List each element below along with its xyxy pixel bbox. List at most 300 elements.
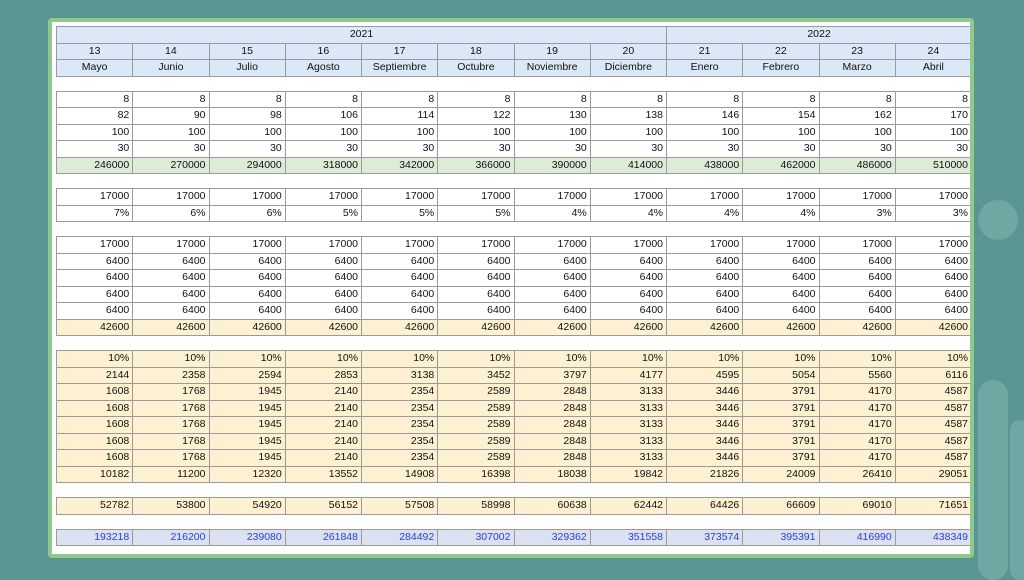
cell[interactable]: 6400 — [438, 286, 514, 303]
cell[interactable]: 2140 — [285, 417, 361, 434]
cell[interactable]: 100 — [438, 124, 514, 141]
cell[interactable]: 3446 — [667, 450, 743, 467]
cell[interactable]: 329362 — [514, 529, 590, 546]
cell[interactable]: 6400 — [133, 270, 209, 287]
cell[interactable]: 8 — [438, 91, 514, 108]
cell[interactable]: 106 — [285, 108, 361, 125]
cell[interactable]: 3791 — [743, 400, 819, 417]
cell[interactable]: 6400 — [57, 303, 133, 320]
cell[interactable]: 17000 — [819, 237, 895, 254]
cell[interactable]: 4587 — [895, 417, 971, 434]
cell[interactable]: 90 — [133, 108, 209, 125]
cell[interactable]: 6400 — [590, 286, 666, 303]
cell[interactable] — [590, 174, 666, 189]
cell[interactable]: 30 — [514, 141, 590, 158]
cell[interactable]: 2589 — [438, 417, 514, 434]
cell[interactable]: 5560 — [819, 367, 895, 384]
cell[interactable]: 216200 — [133, 529, 209, 546]
cell[interactable]: 3446 — [667, 417, 743, 434]
cell[interactable]: 2589 — [438, 450, 514, 467]
cell[interactable]: 10% — [362, 351, 438, 368]
cell[interactable]: 4587 — [895, 433, 971, 450]
cell[interactable] — [133, 222, 209, 237]
cell[interactable]: 19842 — [590, 466, 666, 483]
cell[interactable]: 2140 — [285, 384, 361, 401]
month-number-cell[interactable]: 14 — [133, 43, 209, 60]
cell[interactable]: 6400 — [590, 270, 666, 287]
cell[interactable]: 6400 — [895, 270, 971, 287]
month-number-cell[interactable]: 20 — [590, 43, 666, 60]
cell[interactable]: 21826 — [667, 466, 743, 483]
cell[interactable]: 6400 — [133, 303, 209, 320]
cell[interactable]: 4170 — [819, 450, 895, 467]
cell[interactable]: 42600 — [438, 319, 514, 336]
cell[interactable]: 10% — [819, 351, 895, 368]
cell[interactable]: 17000 — [362, 189, 438, 206]
cell[interactable]: 4170 — [819, 384, 895, 401]
cell[interactable] — [362, 222, 438, 237]
cell[interactable]: 6400 — [285, 270, 361, 287]
cell[interactable]: 1608 — [57, 450, 133, 467]
cell[interactable] — [133, 174, 209, 189]
cell[interactable]: 170 — [895, 108, 971, 125]
cell[interactable]: 3452 — [438, 367, 514, 384]
cell[interactable]: 1608 — [57, 400, 133, 417]
month-number-cell[interactable]: 16 — [285, 43, 361, 60]
cell[interactable]: 6400 — [514, 303, 590, 320]
cell[interactable]: 8 — [285, 91, 361, 108]
month-name-cell[interactable]: Agosto — [285, 60, 361, 77]
cell[interactable]: 2853 — [285, 367, 361, 384]
cell[interactable] — [667, 222, 743, 237]
cell[interactable] — [209, 174, 285, 189]
cell[interactable]: 3133 — [590, 400, 666, 417]
cell[interactable] — [209, 222, 285, 237]
cell[interactable]: 17000 — [438, 189, 514, 206]
cell[interactable]: 8 — [743, 91, 819, 108]
cell[interactable] — [743, 222, 819, 237]
cell[interactable] — [57, 514, 133, 529]
cell[interactable]: 26410 — [819, 466, 895, 483]
cell[interactable]: 6400 — [209, 286, 285, 303]
cell[interactable]: 82 — [57, 108, 133, 125]
cell[interactable]: 438349 — [895, 529, 971, 546]
cell[interactable] — [667, 76, 743, 91]
cell[interactable]: 64426 — [667, 498, 743, 515]
cell[interactable]: 6% — [133, 205, 209, 222]
cell[interactable] — [285, 336, 361, 351]
cell[interactable]: 390000 — [514, 157, 590, 174]
cell[interactable]: 239080 — [209, 529, 285, 546]
cell[interactable]: 4170 — [819, 417, 895, 434]
cell[interactable]: 6400 — [514, 270, 590, 287]
cell[interactable] — [133, 483, 209, 498]
cell[interactable] — [285, 514, 361, 529]
cell[interactable]: 17000 — [590, 189, 666, 206]
cell[interactable]: 6400 — [667, 253, 743, 270]
cell[interactable] — [743, 514, 819, 529]
cell[interactable]: 2594 — [209, 367, 285, 384]
cell[interactable]: 17000 — [57, 237, 133, 254]
cell[interactable]: 100 — [514, 124, 590, 141]
cell[interactable]: 146 — [667, 108, 743, 125]
cell[interactable]: 3446 — [667, 384, 743, 401]
cell[interactable]: 42600 — [667, 319, 743, 336]
cell[interactable]: 30 — [133, 141, 209, 158]
cell[interactable]: 100 — [57, 124, 133, 141]
cell[interactable]: 13552 — [285, 466, 361, 483]
cell[interactable]: 71651 — [895, 498, 971, 515]
cell[interactable] — [362, 514, 438, 529]
cell[interactable]: 4170 — [819, 400, 895, 417]
cell[interactable] — [438, 514, 514, 529]
cell[interactable] — [590, 514, 666, 529]
cell[interactable]: 8 — [209, 91, 285, 108]
cell[interactable] — [285, 222, 361, 237]
cell[interactable]: 30 — [285, 141, 361, 158]
cell[interactable]: 17000 — [285, 237, 361, 254]
cell[interactable]: 30 — [362, 141, 438, 158]
cell[interactable]: 1768 — [133, 384, 209, 401]
month-name-cell[interactable]: Octubre — [438, 60, 514, 77]
cell[interactable]: 246000 — [57, 157, 133, 174]
cell[interactable]: 53800 — [133, 498, 209, 515]
cell[interactable]: 69010 — [819, 498, 895, 515]
cell[interactable]: 2354 — [362, 384, 438, 401]
cell[interactable]: 17000 — [133, 237, 209, 254]
cell[interactable]: 30 — [438, 141, 514, 158]
cell[interactable]: 5% — [438, 205, 514, 222]
cell[interactable]: 6400 — [590, 303, 666, 320]
cell[interactable]: 56152 — [285, 498, 361, 515]
cell[interactable]: 6400 — [438, 253, 514, 270]
cell[interactable]: 2354 — [362, 400, 438, 417]
cell[interactable]: 6400 — [819, 270, 895, 287]
cell[interactable]: 3% — [895, 205, 971, 222]
cell[interactable]: 8 — [895, 91, 971, 108]
cell[interactable]: 66609 — [743, 498, 819, 515]
cell[interactable]: 6116 — [895, 367, 971, 384]
cell[interactable]: 100 — [209, 124, 285, 141]
cell[interactable]: 154 — [743, 108, 819, 125]
cell[interactable]: 2589 — [438, 400, 514, 417]
cell[interactable]: 4177 — [590, 367, 666, 384]
cell[interactable]: 4587 — [895, 384, 971, 401]
cell[interactable]: 8 — [362, 91, 438, 108]
cell[interactable]: 4170 — [819, 433, 895, 450]
cell[interactable]: 6400 — [285, 286, 361, 303]
cell[interactable]: 6400 — [57, 270, 133, 287]
cell[interactable]: 8 — [667, 91, 743, 108]
cell[interactable]: 6400 — [743, 286, 819, 303]
cell[interactable]: 42600 — [819, 319, 895, 336]
month-name-cell[interactable]: Abril — [895, 60, 971, 77]
cell[interactable] — [743, 483, 819, 498]
cell[interactable]: 1768 — [133, 450, 209, 467]
cell[interactable]: 6400 — [285, 303, 361, 320]
month-name-cell[interactable]: Junio — [133, 60, 209, 77]
cell[interactable]: 1945 — [209, 417, 285, 434]
cell[interactable]: 42600 — [209, 319, 285, 336]
cell[interactable]: 100 — [667, 124, 743, 141]
month-name-cell[interactable]: Noviembre — [514, 60, 590, 77]
cell[interactable] — [438, 76, 514, 91]
cell[interactable]: 8 — [514, 91, 590, 108]
cell[interactable]: 351558 — [590, 529, 666, 546]
cell[interactable]: 1768 — [133, 417, 209, 434]
cell[interactable]: 3133 — [590, 450, 666, 467]
cell[interactable]: 14908 — [362, 466, 438, 483]
cell[interactable]: 18038 — [514, 466, 590, 483]
cell[interactable]: 2848 — [514, 450, 590, 467]
cell[interactable] — [743, 174, 819, 189]
cell[interactable]: 6400 — [895, 303, 971, 320]
cell[interactable] — [57, 76, 133, 91]
cell[interactable]: 10% — [209, 351, 285, 368]
cell[interactable]: 10182 — [57, 466, 133, 483]
cell[interactable]: 17000 — [209, 237, 285, 254]
cell[interactable] — [895, 76, 971, 91]
cell[interactable]: 10% — [438, 351, 514, 368]
cell[interactable] — [667, 483, 743, 498]
cell[interactable]: 6400 — [362, 253, 438, 270]
cell[interactable]: 2144 — [57, 367, 133, 384]
cell[interactable]: 1768 — [133, 433, 209, 450]
cell[interactable]: 6400 — [362, 270, 438, 287]
cell[interactable]: 17000 — [667, 189, 743, 206]
cell[interactable] — [362, 174, 438, 189]
cell[interactable] — [819, 222, 895, 237]
cell[interactable]: 6400 — [743, 303, 819, 320]
cell[interactable]: 4595 — [667, 367, 743, 384]
cell[interactable]: 6400 — [895, 286, 971, 303]
cell[interactable]: 6400 — [133, 253, 209, 270]
cell[interactable]: 138 — [590, 108, 666, 125]
cell[interactable]: 17000 — [514, 189, 590, 206]
cell[interactable] — [590, 336, 666, 351]
cell[interactable] — [133, 336, 209, 351]
cell[interactable]: 42600 — [362, 319, 438, 336]
cell[interactable]: 6400 — [362, 303, 438, 320]
cell[interactable] — [362, 336, 438, 351]
cell[interactable]: 3138 — [362, 367, 438, 384]
cell[interactable]: 58998 — [438, 498, 514, 515]
cell[interactable] — [285, 483, 361, 498]
cell[interactable]: 3133 — [590, 417, 666, 434]
cell[interactable] — [743, 336, 819, 351]
cell[interactable]: 4587 — [895, 450, 971, 467]
cell[interactable]: 100 — [819, 124, 895, 141]
cell[interactable]: 1945 — [209, 450, 285, 467]
cell[interactable]: 1768 — [133, 400, 209, 417]
cell[interactable]: 42600 — [590, 319, 666, 336]
cell[interactable]: 17000 — [514, 237, 590, 254]
cell[interactable]: 8 — [57, 91, 133, 108]
cell[interactable]: 284492 — [362, 529, 438, 546]
cell[interactable] — [895, 514, 971, 529]
cell[interactable]: 3133 — [590, 384, 666, 401]
cell[interactable]: 294000 — [209, 157, 285, 174]
cell[interactable]: 307002 — [438, 529, 514, 546]
cell[interactable]: 6400 — [667, 286, 743, 303]
cell[interactable] — [590, 76, 666, 91]
cell[interactable]: 1608 — [57, 384, 133, 401]
cell[interactable]: 6400 — [743, 270, 819, 287]
cell[interactable]: 2589 — [438, 384, 514, 401]
cell[interactable] — [895, 483, 971, 498]
cell[interactable]: 6400 — [667, 270, 743, 287]
cell[interactable]: 3446 — [667, 433, 743, 450]
month-name-cell[interactable]: Marzo — [819, 60, 895, 77]
cell[interactable]: 4% — [514, 205, 590, 222]
cell[interactable]: 10% — [590, 351, 666, 368]
cell[interactable]: 6400 — [438, 303, 514, 320]
cell[interactable]: 100 — [895, 124, 971, 141]
cell[interactable]: 2140 — [285, 450, 361, 467]
cell[interactable] — [819, 336, 895, 351]
cell[interactable] — [667, 514, 743, 529]
cell[interactable]: 486000 — [819, 157, 895, 174]
cell[interactable]: 114 — [362, 108, 438, 125]
cell[interactable]: 17000 — [895, 237, 971, 254]
cell[interactable]: 54920 — [209, 498, 285, 515]
cell[interactable] — [438, 222, 514, 237]
cell[interactable]: 4% — [590, 205, 666, 222]
cell[interactable]: 4587 — [895, 400, 971, 417]
cell[interactable]: 17000 — [209, 189, 285, 206]
cell[interactable]: 3791 — [743, 433, 819, 450]
cell[interactable]: 1945 — [209, 400, 285, 417]
cell[interactable]: 3791 — [743, 384, 819, 401]
cell[interactable] — [743, 76, 819, 91]
year-cell[interactable]: 2021 — [57, 27, 667, 44]
cell[interactable]: 6400 — [285, 253, 361, 270]
cell[interactable]: 10% — [133, 351, 209, 368]
cell[interactable]: 3797 — [514, 367, 590, 384]
cell[interactable]: 10% — [667, 351, 743, 368]
cell[interactable]: 6400 — [362, 286, 438, 303]
cell[interactable]: 366000 — [438, 157, 514, 174]
cell[interactable]: 2848 — [514, 433, 590, 450]
month-number-cell[interactable]: 13 — [57, 43, 133, 60]
cell[interactable] — [667, 336, 743, 351]
cell[interactable]: 5% — [285, 205, 361, 222]
cell[interactable] — [895, 222, 971, 237]
cell[interactable] — [285, 174, 361, 189]
cell[interactable] — [819, 514, 895, 529]
cell[interactable] — [895, 174, 971, 189]
cell[interactable] — [819, 76, 895, 91]
cell[interactable] — [438, 336, 514, 351]
cell[interactable] — [667, 174, 743, 189]
cell[interactable]: 261848 — [285, 529, 361, 546]
cell[interactable]: 100 — [133, 124, 209, 141]
cell[interactable] — [895, 336, 971, 351]
cell[interactable]: 162 — [819, 108, 895, 125]
cell[interactable]: 17000 — [743, 237, 819, 254]
cell[interactable]: 30 — [590, 141, 666, 158]
cell[interactable]: 1945 — [209, 433, 285, 450]
cell[interactable] — [514, 222, 590, 237]
cell[interactable]: 98 — [209, 108, 285, 125]
cell[interactable]: 17000 — [57, 189, 133, 206]
cell[interactable]: 8 — [819, 91, 895, 108]
cell[interactable] — [438, 483, 514, 498]
cell[interactable]: 52782 — [57, 498, 133, 515]
month-number-cell[interactable]: 24 — [895, 43, 971, 60]
cell[interactable]: 42600 — [133, 319, 209, 336]
cell[interactable]: 2140 — [285, 433, 361, 450]
cell[interactable]: 17000 — [667, 237, 743, 254]
cell[interactable]: 6400 — [819, 303, 895, 320]
cell[interactable]: 6400 — [133, 286, 209, 303]
cell[interactable]: 10% — [743, 351, 819, 368]
cell[interactable]: 342000 — [362, 157, 438, 174]
cell[interactable] — [57, 222, 133, 237]
cell[interactable]: 17000 — [133, 189, 209, 206]
cell[interactable]: 100 — [590, 124, 666, 141]
cell[interactable]: 62442 — [590, 498, 666, 515]
cell[interactable]: 2354 — [362, 433, 438, 450]
cell[interactable]: 11200 — [133, 466, 209, 483]
cell[interactable]: 2848 — [514, 400, 590, 417]
cell[interactable]: 4% — [743, 205, 819, 222]
cell[interactable]: 10% — [895, 351, 971, 368]
cell[interactable]: 1608 — [57, 433, 133, 450]
cell[interactable] — [514, 174, 590, 189]
cell[interactable]: 30 — [57, 141, 133, 158]
cell[interactable]: 3791 — [743, 417, 819, 434]
cell[interactable]: 2358 — [133, 367, 209, 384]
cell[interactable]: 60638 — [514, 498, 590, 515]
cell[interactable]: 17000 — [590, 237, 666, 254]
cell[interactable]: 3133 — [590, 433, 666, 450]
cell[interactable]: 416990 — [819, 529, 895, 546]
cell[interactable]: 6400 — [667, 303, 743, 320]
cell[interactable] — [438, 174, 514, 189]
cell[interactable]: 42600 — [743, 319, 819, 336]
cell[interactable]: 395391 — [743, 529, 819, 546]
cell[interactable]: 8 — [133, 91, 209, 108]
cell[interactable] — [514, 483, 590, 498]
cell[interactable]: 30 — [209, 141, 285, 158]
cell[interactable]: 5% — [362, 205, 438, 222]
cell[interactable]: 5054 — [743, 367, 819, 384]
cell[interactable] — [57, 336, 133, 351]
cell[interactable] — [590, 483, 666, 498]
cell[interactable] — [285, 76, 361, 91]
cell[interactable]: 10% — [514, 351, 590, 368]
month-name-cell[interactable]: Mayo — [57, 60, 133, 77]
cell[interactable]: 17000 — [438, 237, 514, 254]
cell[interactable]: 6400 — [819, 253, 895, 270]
cell[interactable]: 2589 — [438, 433, 514, 450]
cell[interactable] — [362, 483, 438, 498]
cell[interactable]: 6400 — [57, 286, 133, 303]
cell[interactable]: 2848 — [514, 384, 590, 401]
cell[interactable]: 1945 — [209, 384, 285, 401]
cell[interactable]: 7% — [57, 205, 133, 222]
cell[interactable] — [514, 514, 590, 529]
cell[interactable]: 17000 — [895, 189, 971, 206]
cell[interactable]: 6400 — [514, 253, 590, 270]
month-name-cell[interactable]: Diciembre — [590, 60, 666, 77]
cell[interactable]: 42600 — [514, 319, 590, 336]
cell[interactable] — [57, 483, 133, 498]
month-name-cell[interactable]: Enero — [667, 60, 743, 77]
cell[interactable]: 10% — [57, 351, 133, 368]
cell[interactable]: 6400 — [438, 270, 514, 287]
